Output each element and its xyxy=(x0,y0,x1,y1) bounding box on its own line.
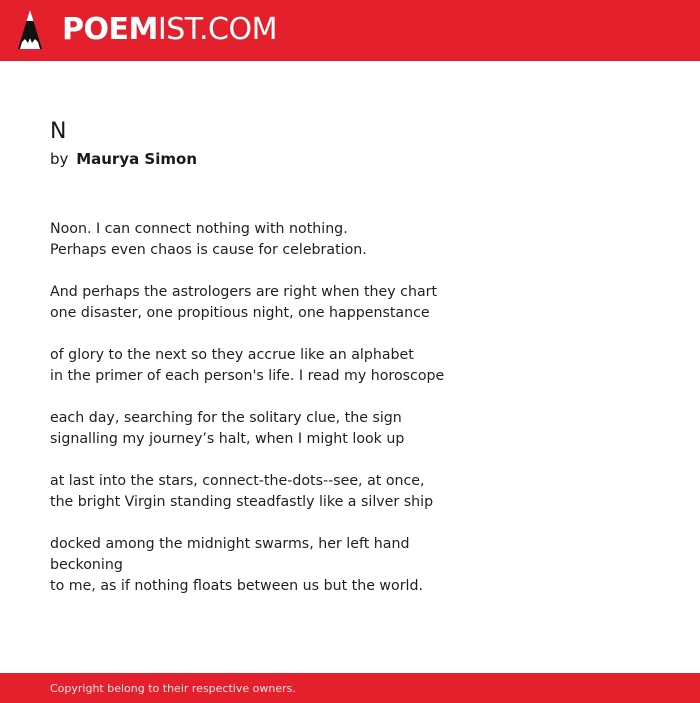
poem-line: in the primer of each person's life. I read my horoscope xyxy=(50,368,445,384)
pen-nib-icon[interactable] xyxy=(17,9,43,51)
poem-line: Perhaps even chaos is cause for celebration. xyxy=(50,242,367,258)
stanza xyxy=(50,471,610,513)
stanza xyxy=(50,408,610,450)
poem-line: one disaster, one propitious night, one happenstance xyxy=(50,305,430,321)
poem-line: And perhaps the astrologers are right when they chart xyxy=(50,284,438,300)
by-label: by xyxy=(50,150,69,168)
poem-line: docked among the midnight swarms, her left hand beckoning xyxy=(50,536,410,573)
poem-line: each day, searching for the solitary clue, the sign xyxy=(50,410,402,426)
stanza xyxy=(50,219,610,261)
poem-body xyxy=(50,219,610,618)
author-name: Maurya Simon xyxy=(76,150,197,168)
poem-line: signalling my journey’s halt, when I might look up xyxy=(50,431,405,447)
poem-line: Noon. I can connect nothing with nothing. xyxy=(50,221,348,237)
poem-line: the bright Virgin standing steadfastly like a silver ship xyxy=(50,494,434,510)
poem-line: to me, as if nothing floats between us but the world. xyxy=(50,578,424,594)
copyright-text: Copyright belong to their respective owners. xyxy=(50,682,296,695)
stanza xyxy=(50,345,610,387)
poem-title: N xyxy=(50,119,67,144)
logo-light-text: IST.COM xyxy=(157,12,277,47)
site-footer xyxy=(0,673,700,703)
stanza xyxy=(50,534,610,597)
poem-line: at last into the stars, connect-the-dots--see, at once, xyxy=(50,473,425,489)
stanza xyxy=(50,282,610,324)
logo-bold-text: POEM xyxy=(62,12,158,47)
poem-line: of glory to the next so they accrue like an alphabet xyxy=(50,347,414,363)
site-logo[interactable] xyxy=(62,12,277,48)
byline xyxy=(50,149,197,169)
site-header xyxy=(0,0,700,61)
